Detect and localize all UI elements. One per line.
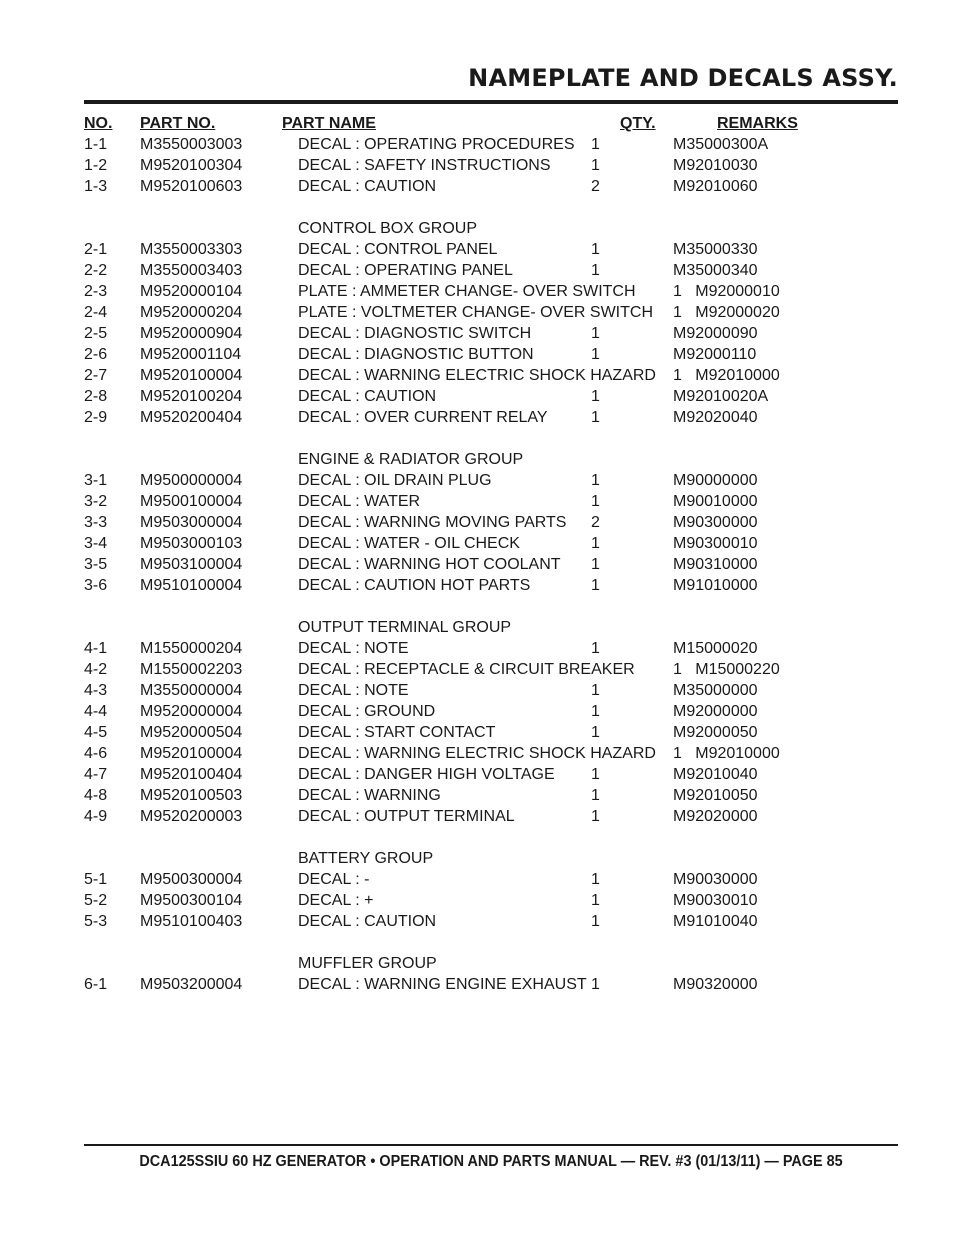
- cell-remarks: M92000090: [673, 325, 758, 342]
- cell-no: 3-6: [84, 577, 108, 594]
- group-heading: [0, 955, 954, 976]
- cell-no: 1-2: [84, 157, 108, 174]
- cell-part-no: M9520100004: [140, 367, 243, 384]
- cell-part-name: DECAL : WARNING ELECTRIC SHOCK HAZARD: [298, 745, 656, 762]
- cell-part-no: M9503200004: [140, 976, 243, 993]
- cell-no: 2-5: [84, 325, 108, 342]
- table-row: [0, 178, 954, 199]
- cell-part-no: M1550000204: [140, 640, 243, 657]
- cell-part-no: M1550002203: [140, 661, 243, 678]
- cell-remarks: M90030010: [673, 892, 758, 909]
- cell-qty: 1: [591, 724, 600, 741]
- cell-part-no: M9510100004: [140, 577, 243, 594]
- cell-part-no: M9503000103: [140, 535, 243, 552]
- cell-no: 6-1: [84, 976, 108, 993]
- cell-part-name: DECAL : DIAGNOSTIC BUTTON: [298, 346, 534, 363]
- cell-qty: 1: [591, 535, 600, 552]
- cell-part-no: M3550003303: [140, 241, 243, 258]
- cell-part-no: M9520200003: [140, 808, 243, 825]
- table-row: [0, 724, 954, 745]
- table-row: [0, 871, 954, 892]
- cell-qty: 1: [591, 892, 600, 909]
- header-part-name: PART NAME: [282, 115, 376, 132]
- page-title: NAMEPLATE AND DECALS ASSY.: [468, 64, 898, 92]
- cell-part-name: DECAL : NOTE: [298, 640, 409, 657]
- cell-part-no: M9520001104: [140, 346, 242, 363]
- cell-qty: 1: [591, 409, 600, 426]
- cell-qty: 1: [591, 325, 600, 342]
- cell-no: 1-3: [84, 178, 108, 195]
- cell-part-name: PLATE : AMMETER CHANGE- OVER SWITCH: [298, 283, 636, 300]
- cell-no: 4-8: [84, 787, 108, 804]
- table-row: [0, 682, 954, 703]
- table-row: [0, 913, 954, 934]
- cell-remarks: M90300000: [673, 514, 758, 531]
- cell-part-name: DECAL : WARNING ENGINE EXHAUST: [298, 976, 587, 993]
- table-row: [0, 325, 954, 346]
- cell-part-name: DECAL : START CONTACT: [298, 724, 496, 741]
- cell-qty: 1: [591, 766, 600, 783]
- cell-qty: 1: [591, 241, 600, 258]
- table-row: [0, 514, 954, 535]
- table-row: [0, 241, 954, 262]
- cell-part-no: M9520100204: [140, 388, 243, 405]
- table-row: [0, 283, 954, 304]
- footer-rule: [84, 1144, 898, 1146]
- cell-qty-remarks: 1 M92000020: [673, 304, 780, 321]
- cell-qty: 1: [591, 871, 600, 888]
- cell-part-no: M9500000004: [140, 472, 243, 489]
- cell-remarks: M90310000: [673, 556, 758, 573]
- cell-qty: 1: [591, 640, 600, 657]
- cell-remarks: M92000110: [673, 346, 757, 363]
- cell-no: 2-6: [84, 346, 108, 363]
- table-row: [0, 157, 954, 178]
- cell-no: 5-2: [84, 892, 108, 909]
- cell-qty-remarks: 1 M92000010: [673, 283, 780, 300]
- table-row: [0, 787, 954, 808]
- cell-part-name: DECAL : OUTPUT TERMINAL: [298, 808, 515, 825]
- cell-qty: 1: [591, 682, 600, 699]
- table-row: [0, 892, 954, 913]
- table-row: [0, 766, 954, 787]
- group-heading-label: CONTROL BOX GROUP: [298, 220, 477, 237]
- cell-qty: 1: [591, 262, 600, 279]
- table-row: [0, 640, 954, 661]
- cell-remarks: M91010000: [673, 577, 758, 594]
- cell-part-no: M9520200404: [140, 409, 243, 426]
- table-row: [0, 388, 954, 409]
- cell-part-name: DECAL : WATER: [298, 493, 421, 510]
- cell-remarks: M92000050: [673, 724, 758, 741]
- cell-part-no: M9520100004: [140, 745, 243, 762]
- cell-part-no: M9520000004: [140, 703, 243, 720]
- table-row: [0, 493, 954, 514]
- cell-no: 2-8: [84, 388, 108, 405]
- cell-part-no: M3550000004: [140, 682, 243, 699]
- group-heading: [0, 619, 954, 640]
- cell-remarks: M92000000: [673, 703, 758, 720]
- cell-part-name: DECAL : NOTE: [298, 682, 409, 699]
- table-row: [0, 367, 954, 388]
- cell-remarks: M90010000: [673, 493, 758, 510]
- table-row: [0, 136, 954, 157]
- cell-part-name: DECAL : GROUND: [298, 703, 436, 720]
- cell-no: 5-1: [84, 871, 108, 888]
- cell-part-name: DECAL : CAUTION HOT PARTS: [298, 577, 531, 594]
- cell-part-name: DECAL : CAUTION: [298, 178, 437, 195]
- table-row: [0, 976, 954, 997]
- header-part-no: PART NO.: [140, 115, 216, 132]
- cell-qty: 1: [591, 577, 600, 594]
- cell-no: 1-1: [84, 136, 108, 153]
- cell-part-name: DECAL : OPERATING PANEL: [298, 262, 513, 279]
- cell-qty: 1: [591, 808, 600, 825]
- cell-qty: 1: [591, 136, 600, 153]
- cell-part-name: DECAL : -: [298, 871, 370, 888]
- cell-no: 5-3: [84, 913, 108, 930]
- header-remarks: REMARKS: [717, 115, 798, 132]
- cell-no: 4-9: [84, 808, 108, 825]
- cell-part-name: DECAL : WARNING ELECTRIC SHOCK HAZARD: [298, 367, 656, 384]
- cell-remarks: M90320000: [673, 976, 758, 993]
- group-heading: [0, 220, 954, 241]
- cell-qty-remarks: 1 M92010000: [673, 367, 780, 384]
- group-heading-label: OUTPUT TERMINAL GROUP: [298, 619, 512, 636]
- cell-remarks: M35000330: [673, 241, 758, 258]
- cell-no: 4-4: [84, 703, 108, 720]
- cell-part-no: M9500100004: [140, 493, 243, 510]
- table-header: [0, 115, 954, 136]
- cell-part-no: M9503000004: [140, 514, 243, 531]
- cell-part-no: M3550003003: [140, 136, 243, 153]
- cell-remarks: M92010060: [673, 178, 758, 195]
- cell-part-name: PLATE : VOLTMETER CHANGE- OVER SWITCH: [298, 304, 653, 321]
- cell-part-no: M9510100403: [140, 913, 243, 930]
- cell-remarks: M90000000: [673, 472, 758, 489]
- cell-no: 4-3: [84, 682, 108, 699]
- cell-part-name: DECAL : RECEPTACLE & CIRCUIT BREAKER: [298, 661, 635, 678]
- cell-no: 2-3: [84, 283, 108, 300]
- cell-remarks: M35000340: [673, 262, 758, 279]
- cell-qty: 1: [591, 472, 600, 489]
- cell-part-no: M9520000104: [140, 283, 243, 300]
- table-row: [0, 346, 954, 367]
- title-rule: [84, 100, 898, 104]
- cell-no: 3-1: [84, 472, 108, 489]
- table-row: [0, 304, 954, 325]
- table-row: [0, 556, 954, 577]
- cell-no: 4-7: [84, 766, 108, 783]
- cell-remarks: M92010050: [673, 787, 758, 804]
- cell-part-no: M9520000204: [140, 304, 243, 321]
- cell-no: 2-9: [84, 409, 108, 426]
- cell-remarks: M92020040: [673, 409, 758, 426]
- cell-part-name: DECAL : OIL DRAIN PLUG: [298, 472, 492, 489]
- table-row: [0, 409, 954, 430]
- table-row: [0, 808, 954, 829]
- cell-no: 2-2: [84, 262, 108, 279]
- cell-qty: 1: [591, 346, 600, 363]
- group-heading: [0, 451, 954, 472]
- cell-part-name: DECAL : SAFETY INSTRUCTIONS: [298, 157, 551, 174]
- cell-part-no: M9520100503: [140, 787, 243, 804]
- cell-part-name: DECAL : WARNING MOVING PARTS: [298, 514, 567, 531]
- cell-remarks: M90030000: [673, 871, 758, 888]
- cell-part-name: DECAL : WATER - OIL CHECK: [298, 535, 520, 552]
- cell-no: 2-1: [84, 241, 108, 258]
- cell-part-name: DECAL : CONTROL PANEL: [298, 241, 498, 258]
- cell-qty: 1: [591, 787, 600, 804]
- cell-qty: 1: [591, 388, 600, 405]
- cell-no: 3-2: [84, 493, 108, 510]
- cell-part-no: M9520100603: [140, 178, 243, 195]
- cell-remarks: M92010040: [673, 766, 758, 783]
- cell-qty: 1: [591, 703, 600, 720]
- page-footer: DCA125SSIU 60 HZ GENERATOR • OPERATION AND PARTS MANUAL — REV. #3 (01/13/11) — PAGE 85: [139, 1153, 843, 1170]
- cell-part-no: M9520100304: [140, 157, 243, 174]
- cell-no: 3-4: [84, 535, 108, 552]
- cell-qty: 1: [591, 556, 600, 573]
- cell-part-no: M9500300004: [140, 871, 243, 888]
- cell-no: 4-6: [84, 745, 108, 762]
- table-row: [0, 472, 954, 493]
- cell-part-name: DECAL : +: [298, 892, 374, 909]
- group-heading-label: BATTERY GROUP: [298, 850, 434, 867]
- cell-part-name: DECAL : DANGER HIGH VOLTAGE: [298, 766, 555, 783]
- cell-remarks: M92020000: [673, 808, 758, 825]
- cell-part-no: M9520100404: [140, 766, 243, 783]
- cell-no: 3-3: [84, 514, 108, 531]
- cell-part-no: M9503100004: [140, 556, 243, 573]
- cell-no: 2-4: [84, 304, 108, 321]
- cell-remarks: M90300010: [673, 535, 758, 552]
- table-row: [0, 535, 954, 556]
- cell-no: 4-2: [84, 661, 108, 678]
- cell-part-name: DECAL : WARNING HOT COOLANT: [298, 556, 561, 573]
- cell-no: 4-1: [84, 640, 108, 657]
- group-heading-label: MUFFLER GROUP: [298, 955, 437, 972]
- group-heading-label: ENGINE & RADIATOR GROUP: [298, 451, 524, 468]
- table-row: [0, 262, 954, 283]
- table-row: [0, 661, 954, 682]
- cell-qty: 1: [591, 157, 600, 174]
- cell-part-name: DECAL : DIAGNOSTIC SWITCH: [298, 325, 532, 342]
- cell-qty-remarks: 1 M15000220: [673, 661, 780, 678]
- cell-qty: 1: [591, 976, 600, 993]
- header-qty: QTY.: [620, 115, 656, 132]
- cell-no: 4-5: [84, 724, 108, 741]
- cell-no: 2-7: [84, 367, 108, 384]
- cell-qty: 1: [591, 493, 600, 510]
- group-heading: [0, 850, 954, 871]
- cell-part-no: M9520000504: [140, 724, 243, 741]
- cell-remarks: M92010030: [673, 157, 758, 174]
- cell-part-name: DECAL : OPERATING PROCEDURES: [298, 136, 575, 153]
- cell-part-name: DECAL : CAUTION: [298, 913, 437, 930]
- cell-part-no: M9520000904: [140, 325, 243, 342]
- cell-qty: 2: [591, 178, 600, 195]
- cell-part-name: DECAL : CAUTION: [298, 388, 437, 405]
- cell-remarks: M35000300A: [673, 136, 769, 153]
- cell-remarks: M35000000: [673, 682, 758, 699]
- cell-remarks: M92010020A: [673, 388, 769, 405]
- cell-remarks: M15000020: [673, 640, 758, 657]
- cell-part-name: DECAL : WARNING: [298, 787, 441, 804]
- table-row: [0, 703, 954, 724]
- table-row: [0, 577, 954, 598]
- cell-qty-remarks: 1 M92010000: [673, 745, 780, 762]
- cell-remarks: M91010040: [673, 913, 758, 930]
- cell-part-name: DECAL : OVER CURRENT RELAY: [298, 409, 548, 426]
- cell-no: 3-5: [84, 556, 108, 573]
- cell-part-no: M3550003403: [140, 262, 243, 279]
- header-no: NO.: [84, 115, 113, 132]
- cell-qty: 1: [591, 913, 600, 930]
- table-row: [0, 745, 954, 766]
- cell-qty: 2: [591, 514, 600, 531]
- cell-part-no: M9500300104: [140, 892, 243, 909]
